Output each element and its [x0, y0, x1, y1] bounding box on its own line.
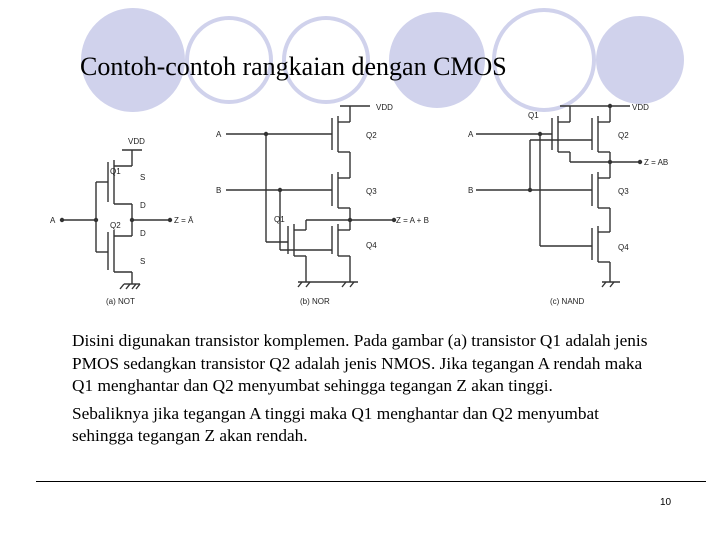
not-vdd-label: VDD — [128, 137, 145, 146]
nor-q4-label: Q4 — [366, 241, 377, 250]
nor-vdd-label: VDD — [376, 103, 393, 112]
body-paragraph-2: Sebaliknya jika tegangan A tinggi maka Q1 menghantar dan Q2 menyumbat sehingga tegangan Z akan rendah. — [72, 403, 599, 446]
nor-q1-label: Q1 — [274, 215, 285, 224]
nor-q3-label: Q3 — [366, 187, 377, 196]
nand-caption: (c) NAND — [550, 297, 585, 306]
nand-output-label: Z = AB — [644, 158, 669, 167]
slide-title: Contoh-contoh rangkaian dengan CMOS — [80, 52, 507, 81]
nand-q4-label: Q4 — [618, 243, 629, 252]
nor-input-b-label: B — [216, 186, 222, 195]
nand-vdd-label: VDD — [632, 103, 649, 112]
page-number: 10 — [660, 497, 672, 508]
not-q2-label: Q2 — [110, 221, 121, 230]
nor-q2-label: Q2 — [366, 131, 377, 140]
not-s-bot-label: S — [140, 257, 146, 266]
not-input-label: A — [50, 216, 56, 225]
nand-gate-diagram — [476, 106, 640, 287]
not-s-top-label: S — [140, 173, 146, 182]
not-q1-label: Q1 — [110, 167, 121, 176]
not-d-top-label: D — [140, 201, 146, 210]
body-paragraph-1: Disini digunakan transistor komplemen. Pada gambar (a) transistor Q1 adalah jenis PMOS sedangkan transistor Q2 adalah jenis NMOS. Jika tegangan A rendah maka Q1 menghantar dan Q2 menyumbat sehingga tegangan Z akan tinggi. — [72, 331, 648, 396]
nor-caption: (b) NOR — [300, 297, 330, 306]
deco-circle-5 — [494, 10, 594, 110]
not-output-label: Z = Ā — [174, 216, 194, 225]
slide-body — [72, 330, 652, 448]
not-caption: (a) NOT — [106, 297, 135, 306]
not-d-bot-label: D — [140, 229, 146, 238]
nor-input-a-label: A — [216, 130, 222, 139]
cmos-circuit-diagrams — [40, 100, 680, 310]
nand-q1-label: Q1 — [528, 111, 539, 120]
nand-input-a-label: A — [468, 130, 474, 139]
nand-q3-label: Q3 — [618, 187, 629, 196]
nand-q2-label: Q2 — [618, 131, 629, 140]
nand-input-b-label: B — [468, 186, 474, 195]
nor-output-label: Z = A + B — [396, 216, 429, 225]
deco-circle-6 — [598, 18, 682, 102]
footer-divider — [36, 481, 706, 482]
